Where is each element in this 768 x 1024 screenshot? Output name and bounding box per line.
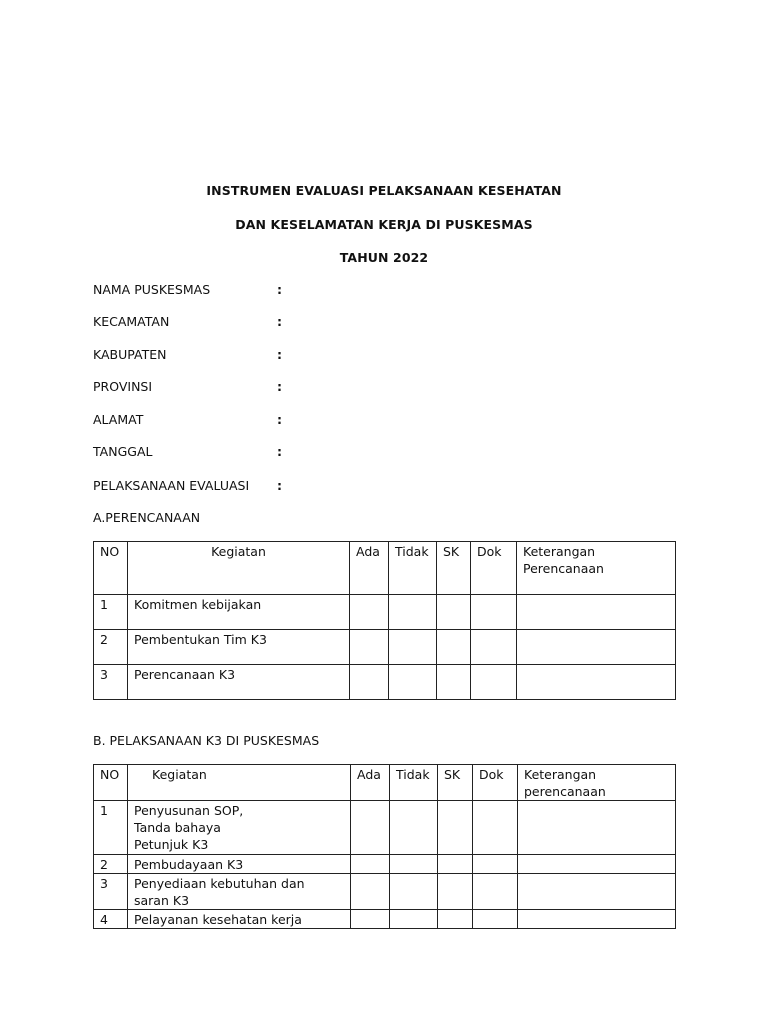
cell-kegiatan: Pembudayaan K3 — [128, 855, 351, 874]
cell-no: 1 — [94, 595, 128, 630]
cell-kegiatan: Pembentukan Tim K3 — [128, 630, 350, 665]
cell-keterangan[interactable] — [518, 855, 676, 874]
cell-sk[interactable] — [437, 665, 471, 700]
cell-tidak[interactable] — [390, 874, 438, 910]
cell-kegiatan: Pelayanan kesehatan kerja — [128, 910, 351, 929]
document-title-year: TAHUN 2022 — [339, 250, 429, 265]
cell-keterangan[interactable] — [518, 874, 676, 910]
header-tidak: Tidak — [389, 542, 437, 595]
header-keterangan: Keterangan perencanaan — [518, 765, 676, 801]
field-colon: : — [277, 282, 282, 297]
header-keterangan: Keterangan Perencanaan — [517, 542, 676, 595]
header-tidak: Tidak — [390, 765, 438, 801]
cell-ada[interactable] — [350, 630, 389, 665]
field-colon: : — [277, 478, 282, 493]
field-colon: : — [277, 314, 282, 329]
field-label: ALAMAT — [93, 412, 144, 427]
cell-no: 1 — [94, 801, 128, 855]
cell-sk[interactable] — [437, 595, 471, 630]
cell-sk[interactable] — [438, 801, 473, 855]
cell-keterangan[interactable] — [517, 595, 676, 630]
cell-sk[interactable] — [438, 855, 473, 874]
cell-no: 4 — [94, 910, 128, 929]
cell-kegiatan: Perencanaan K3 — [128, 665, 350, 700]
cell-dok[interactable] — [473, 855, 518, 874]
header-kegiatan: Kegiatan — [128, 765, 351, 801]
field-label: TANGGAL — [93, 444, 153, 459]
header-no: NO — [94, 542, 128, 595]
cell-kegiatan: Penyediaan kebutuhan dan saran K3 — [128, 874, 351, 910]
cell-ada[interactable] — [350, 595, 389, 630]
cell-dok[interactable] — [473, 801, 518, 855]
cell-dok[interactable] — [471, 630, 517, 665]
table-row — [94, 630, 676, 665]
cell-sk[interactable] — [437, 630, 471, 665]
cell-no: 2 — [94, 855, 128, 874]
table-row — [94, 595, 676, 630]
field-label: PELAKSANAAN EVALUASI — [93, 478, 250, 493]
field-label: KABUPATEN — [93, 347, 167, 362]
cell-dok[interactable] — [473, 910, 518, 929]
cell-tidak[interactable] — [389, 665, 437, 700]
cell-sk[interactable] — [438, 874, 473, 910]
cell-tidak[interactable] — [390, 910, 438, 929]
cell-kegiatan: Penyusunan SOP, Tanda bahaya Petunjuk K3 — [128, 801, 351, 855]
cell-tidak[interactable] — [389, 630, 437, 665]
cell-no: 2 — [94, 630, 128, 665]
cell-kegiatan: Komitmen kebijakan — [128, 595, 350, 630]
table-row — [94, 874, 676, 910]
table-row — [94, 665, 676, 700]
field-colon: : — [277, 347, 282, 362]
table-row — [94, 855, 676, 874]
cell-no: 3 — [94, 874, 128, 910]
header-kegiatan: Kegiatan — [128, 542, 350, 595]
cell-ada[interactable] — [350, 665, 389, 700]
table-pelaksanaan — [93, 764, 676, 929]
field-label: KECAMATAN — [93, 314, 170, 329]
cell-keterangan[interactable] — [518, 910, 676, 929]
cell-ada[interactable] — [351, 874, 390, 910]
table-header-row — [94, 765, 676, 801]
cell-keterangan[interactable] — [517, 665, 676, 700]
cell-keterangan[interactable] — [518, 801, 676, 855]
field-label: NAMA PUSKESMAS — [93, 282, 211, 297]
document-title-line-2: DAN KESELAMATAN KERJA DI PUSKESMAS — [235, 217, 533, 232]
table-perencanaan — [93, 541, 676, 700]
cell-dok[interactable] — [471, 595, 517, 630]
cell-keterangan[interactable] — [517, 630, 676, 665]
cell-tidak[interactable] — [390, 801, 438, 855]
header-ada: Ada — [351, 765, 390, 801]
document-title-line-1: INSTRUMEN EVALUASI PELAKSANAAN KESEHATAN — [206, 183, 562, 198]
cell-dok[interactable] — [471, 665, 517, 700]
cell-ada[interactable] — [351, 855, 390, 874]
field-label: PROVINSI — [93, 379, 153, 394]
table-row — [94, 910, 676, 929]
field-colon: : — [277, 444, 282, 459]
section-a-title: A.PERENCANAAN — [93, 510, 201, 525]
section-b-title: B. PELAKSANAAN K3 DI PUSKESMAS — [93, 733, 320, 748]
cell-sk[interactable] — [438, 910, 473, 929]
header-sk: SK — [438, 765, 473, 801]
table-row — [94, 801, 676, 855]
cell-no: 3 — [94, 665, 128, 700]
header-ada: Ada — [350, 542, 389, 595]
cell-tidak[interactable] — [389, 595, 437, 630]
header-no: NO — [94, 765, 128, 801]
table-header-row — [94, 542, 676, 595]
cell-ada[interactable] — [351, 801, 390, 855]
header-sk: SK — [437, 542, 471, 595]
header-dok: Dok — [473, 765, 518, 801]
field-colon: : — [277, 412, 282, 427]
cell-dok[interactable] — [473, 874, 518, 910]
header-dok: Dok — [471, 542, 517, 595]
cell-ada[interactable] — [351, 910, 390, 929]
field-colon: : — [277, 379, 282, 394]
cell-tidak[interactable] — [390, 855, 438, 874]
